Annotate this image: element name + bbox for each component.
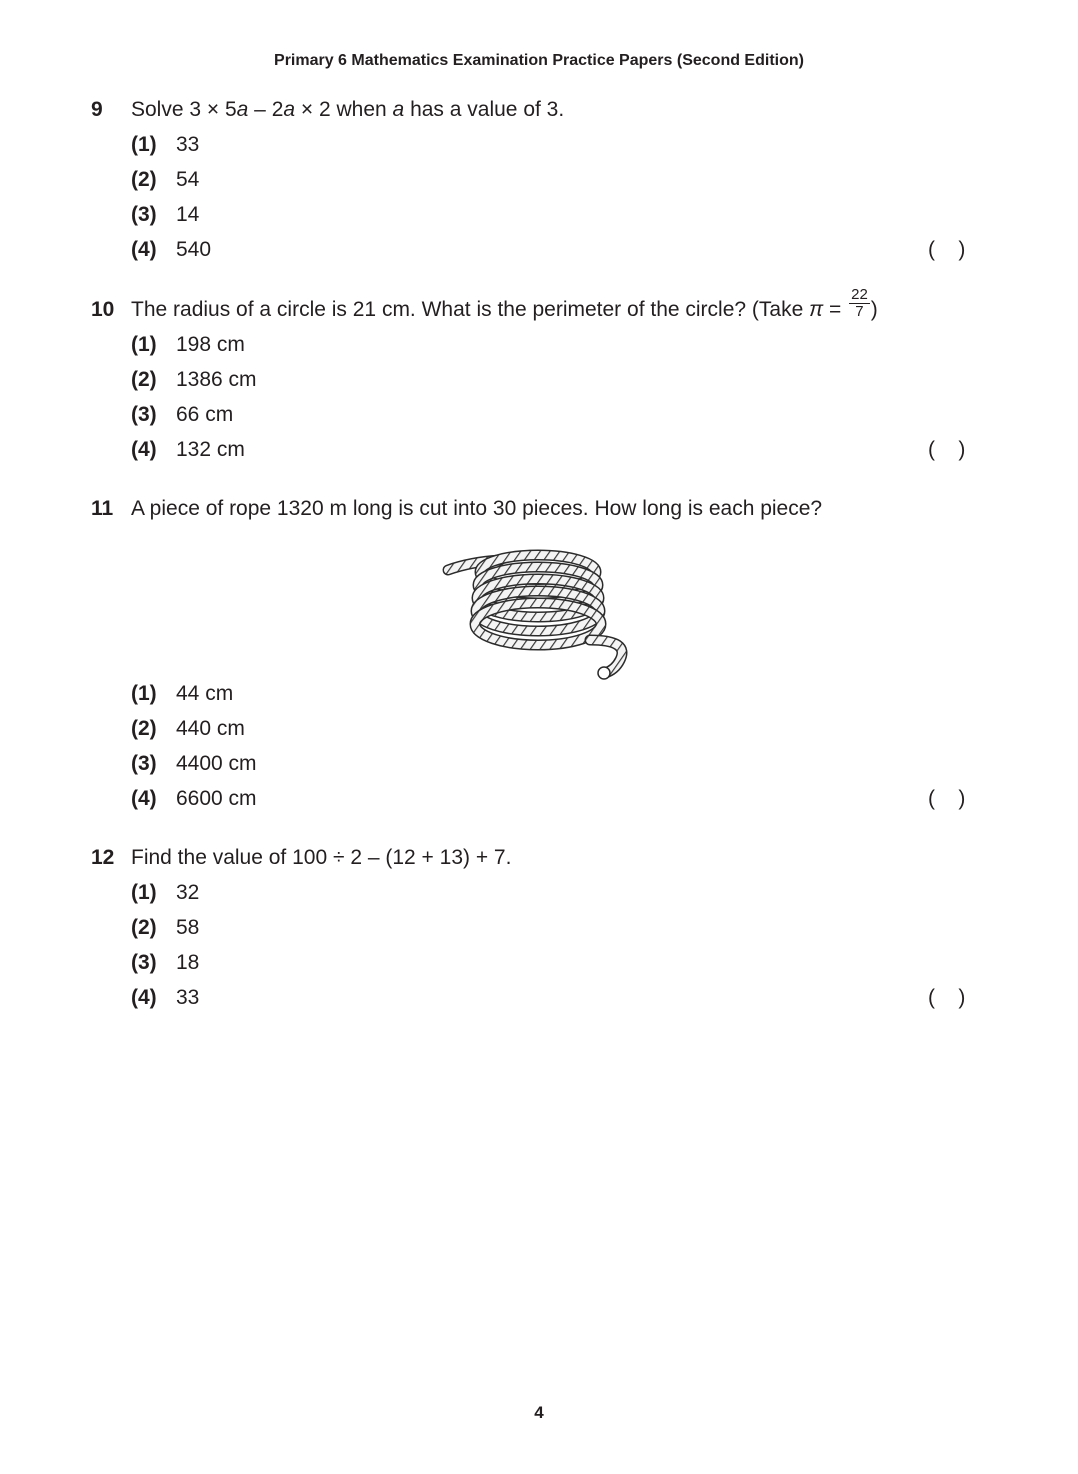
question-number: 12: [91, 846, 115, 869]
answer-bracket[interactable]: ( ): [928, 438, 966, 461]
option-label: (4): [131, 986, 157, 1009]
option: [131, 168, 199, 198]
option-value: 198 cm: [176, 333, 245, 356]
option: [131, 333, 245, 363]
question-number: 10: [91, 298, 115, 321]
option-value: 14: [176, 203, 200, 226]
option: [131, 951, 199, 981]
pi-symbol: π: [809, 298, 824, 322]
option-label: (2): [131, 368, 157, 391]
option-value: 4400 cm: [176, 752, 257, 775]
option: [131, 238, 211, 268]
option: [131, 368, 257, 398]
option: [131, 438, 245, 468]
option-value: 44 cm: [176, 682, 234, 705]
option-value: 58: [176, 916, 200, 939]
question-text: Find the value of 100 ÷ 2 – (12 + 13) + 7.: [131, 846, 512, 869]
question-number: 11: [91, 497, 114, 520]
page-number: 4: [534, 1403, 544, 1422]
option-label: (3): [131, 752, 157, 775]
option-value: 132 cm: [176, 438, 245, 461]
answer-bracket[interactable]: ( ): [928, 238, 966, 261]
option-label: (4): [131, 238, 157, 261]
option-label: (3): [131, 951, 157, 974]
option-value: 33: [176, 133, 200, 156]
option-label: (3): [131, 203, 157, 226]
option: [131, 133, 199, 163]
option-value: 18: [176, 951, 200, 974]
option: [131, 881, 199, 911]
option: [131, 916, 199, 946]
page-header: Primary 6 Mathematics Examination Practice Papers (Second Edition): [274, 52, 804, 69]
option-label: (3): [131, 403, 157, 426]
option: [131, 403, 233, 433]
option: [131, 787, 257, 817]
question-number: 9: [91, 98, 103, 121]
option-value: 540: [176, 238, 212, 261]
question-text: The radius of a circle is 21 cm. What is the perimeter of the circle? (Take π = $\frac{22}{7}$ ): [131, 286, 878, 322]
answer-bracket[interactable]: ( ): [928, 787, 966, 810]
option-value: 66 cm: [176, 403, 234, 426]
option-value: 6600 cm: [176, 787, 257, 810]
option-value: 32: [176, 881, 200, 904]
question-text: A piece of rope 1320 m long is cut into 30 pieces. How long is each piece?: [131, 497, 823, 520]
option-label: (1): [131, 682, 157, 705]
coiled-rope-illustration: [440, 540, 640, 685]
option-label: (2): [131, 168, 157, 191]
option-label: (1): [131, 333, 157, 356]
option-value: 440 cm: [176, 717, 245, 740]
option-label: (1): [131, 133, 157, 156]
answer-bracket[interactable]: ( ): [928, 986, 966, 1009]
option-value: 1386 cm: [176, 368, 257, 391]
option-label: (2): [131, 717, 157, 740]
option: [131, 203, 199, 233]
fraction: $\frac{22}{7}$: [851, 286, 868, 320]
option-label: (2): [131, 916, 157, 939]
option: [131, 717, 245, 747]
option-label: (1): [131, 881, 157, 904]
question-text: Solve 3 × 5a – 2a × 2 when a has a value of 3.: [131, 98, 565, 121]
option: [131, 752, 257, 782]
option-value: 54: [176, 168, 200, 191]
option-label: (4): [131, 787, 157, 810]
option: [131, 682, 233, 712]
option-label: (4): [131, 438, 157, 461]
option: [131, 986, 199, 1016]
option-value: 33: [176, 986, 200, 1009]
